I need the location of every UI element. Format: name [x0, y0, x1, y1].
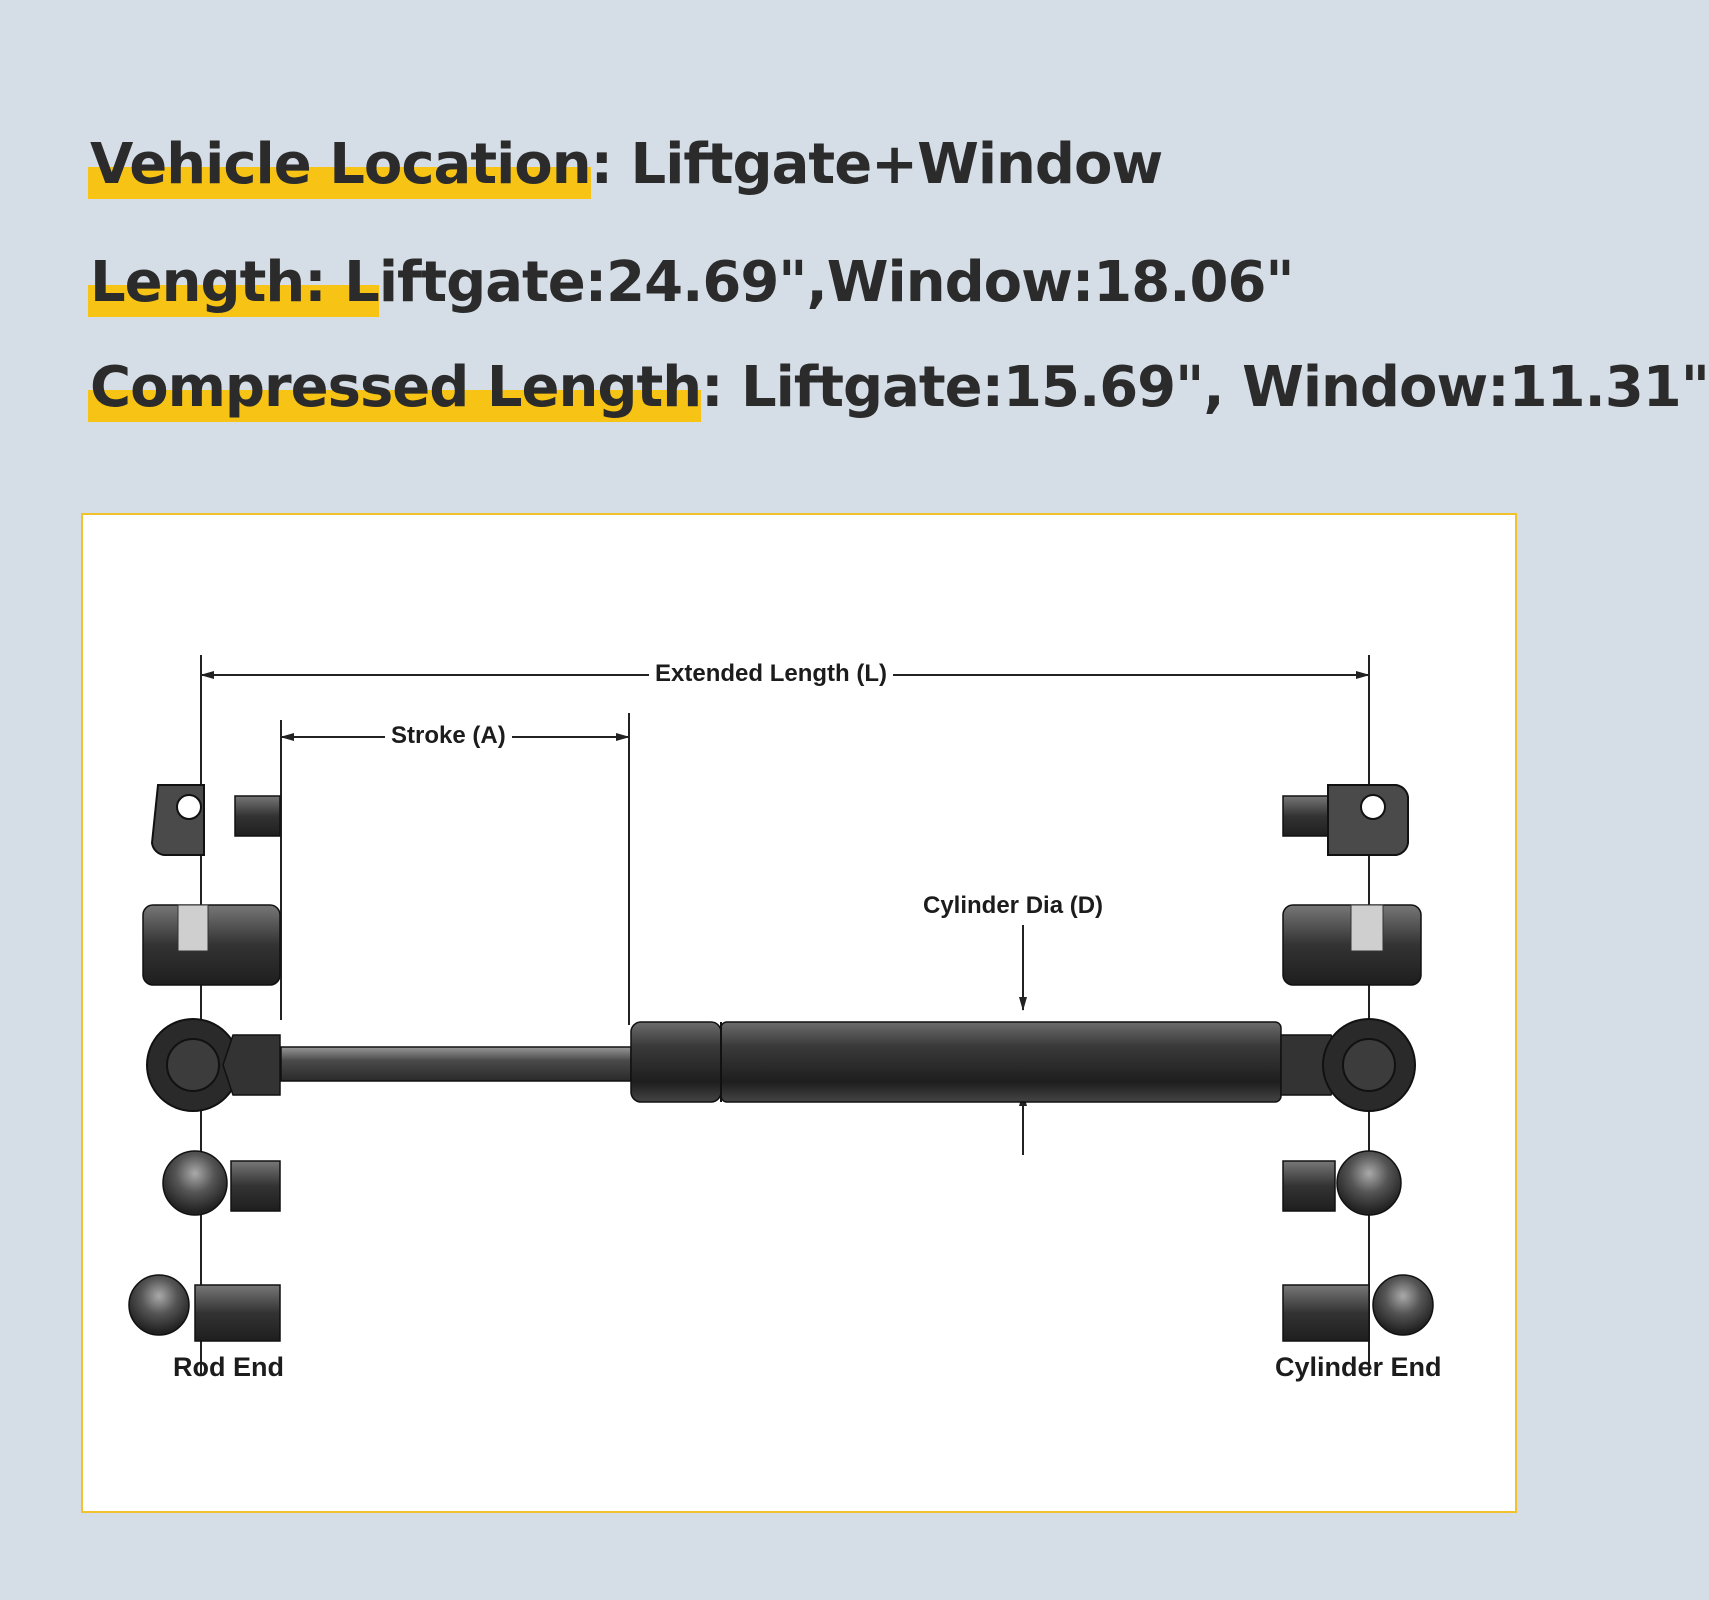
stroke-label: Stroke (A): [385, 722, 512, 750]
spec-value: iftgate:24.69",Window:18.06": [378, 250, 1294, 315]
spec-key: Vehicle Location: [90, 132, 591, 197]
dimension-lines: [201, 655, 1369, 1375]
cylinder-end-fittings: [1281, 785, 1433, 1341]
spec-value: : Liftgate+Window: [590, 132, 1163, 197]
rod-end-fittings: [129, 785, 280, 1341]
spec-key-highlight: [90, 355, 701, 420]
gas-strut-diagram: [81, 513, 1517, 1513]
spec-value: : Liftgate:15.69", Window:11.31": [701, 355, 1709, 420]
spec-vehicle-location: [90, 132, 1162, 197]
cylinder-end-label: Cylinder End: [1275, 1352, 1442, 1382]
spec-key-highlight: [90, 250, 379, 315]
spec-key: Length: L: [90, 250, 379, 315]
extended-length-label: Extended Length (L): [649, 660, 893, 688]
spec-length: [90, 250, 1294, 315]
spec-key: Compressed Length: [90, 355, 702, 420]
spec-key-highlight: [90, 132, 591, 197]
rod-end-label: Rod End: [173, 1352, 284, 1382]
spec-compressed-length: [90, 355, 1709, 420]
cylinder-dia-label: Cylinder Dia (D): [917, 892, 1109, 920]
strut-body: [281, 1022, 1281, 1102]
